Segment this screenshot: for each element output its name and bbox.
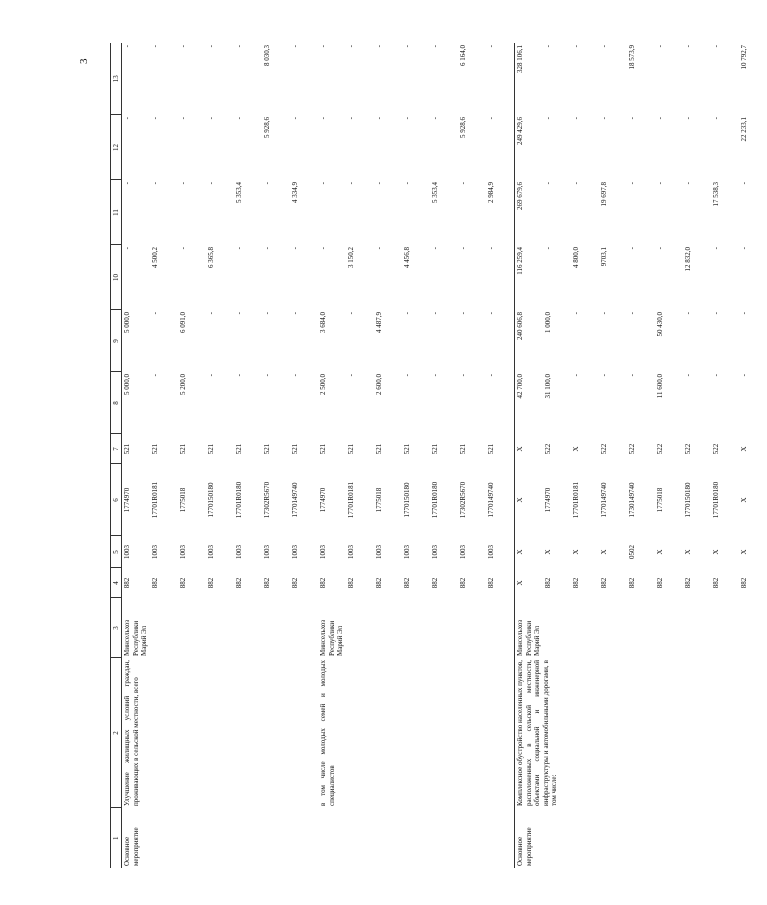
col-4-grbs-cell: 882 xyxy=(572,577,581,589)
col-8-value-cell: 2 600,0 xyxy=(375,374,384,395)
col-8-value-cell: - xyxy=(740,374,749,377)
col-10-value-cell: 116 259,4 xyxy=(515,245,544,310)
col-11-value-cell: 17 538,3 xyxy=(712,182,721,207)
col-13-value-cell: 8 030,3 xyxy=(263,45,272,66)
col-11-value-cell: - xyxy=(628,182,637,185)
col-10-value-cell: 12 832,0 xyxy=(684,247,693,272)
col-7-expense-type-cell: 522 xyxy=(684,443,693,455)
col-8-value-cell: - xyxy=(431,374,440,377)
col-12-value-cell: - xyxy=(347,117,356,120)
col-7-expense-type-cell: 522 xyxy=(544,443,553,455)
col-6-target-article-cell: 1774970 xyxy=(122,464,151,536)
col-12-value-cell: - xyxy=(179,117,188,120)
col-10-value-cell: - xyxy=(544,247,553,250)
col-11-value-cell: - xyxy=(403,182,412,185)
col-12-value-cell: 5 928,6 xyxy=(263,117,272,138)
col-8-value-cell: - xyxy=(151,374,160,377)
col-9-value-cell: - xyxy=(347,312,356,315)
col-9-value-cell: 50 430,0 xyxy=(656,312,665,337)
col-7-expense-type-cell: 522 xyxy=(600,443,609,455)
col-7-expense-type-cell: 521 xyxy=(431,443,440,455)
column-header: 13 xyxy=(111,43,122,115)
col-10-value-cell: 9703,1 xyxy=(600,247,609,267)
col-12-value-cell: - xyxy=(628,117,637,120)
col-7-expense-type-cell: Х xyxy=(572,446,581,452)
column-header: 2 xyxy=(111,658,122,808)
col-5-section-cell: 1003 xyxy=(375,545,384,559)
col-6-target-article-cell: 1770149740 xyxy=(487,482,496,518)
col-7-expense-type-cell: 521 xyxy=(291,443,300,455)
col-7-expense-type-cell: 521 xyxy=(375,443,384,455)
col-6-target-article-cell: 17701R0181 xyxy=(572,481,581,519)
col-5-section-cell: 1003 xyxy=(122,536,151,568)
table-header xyxy=(111,43,122,868)
column-header: 11 xyxy=(111,180,122,245)
col-4-grbs-cell: 882 xyxy=(740,577,749,589)
col-9-value-cell: - xyxy=(712,312,721,315)
col-13-value-cell: 6 164,0 xyxy=(459,45,468,66)
col-10-value-cell: - xyxy=(740,247,749,250)
col-9-value-cell: - xyxy=(151,312,160,315)
col-12-value-cell: - xyxy=(544,117,553,120)
executor-cell: Минсельхоз Республики Марий Эл xyxy=(319,619,345,656)
col-10-value-cell: - xyxy=(656,247,665,250)
col-11-value-cell: - xyxy=(375,182,384,185)
col-4-grbs-cell: 882 xyxy=(122,568,151,598)
col-5-section-cell: 1003 xyxy=(263,545,272,559)
col-4-grbs-cell: 882 xyxy=(403,577,412,589)
col-13-value-cell: - xyxy=(319,45,328,48)
col-6-target-article-cell: 1775018 xyxy=(656,487,665,513)
measure-type-cell: Основное мероприятие xyxy=(122,808,319,868)
column-header: 4 xyxy=(111,568,122,598)
col-13-value-cell: 328 106,1 xyxy=(515,43,544,115)
col-4-grbs-cell: 882 xyxy=(431,577,440,589)
col-5-section-cell: Х xyxy=(515,536,544,568)
col-5-section-cell: 1003 xyxy=(487,545,496,559)
col-10-value-cell: - xyxy=(235,247,244,250)
col-12-value-cell: - xyxy=(151,117,160,120)
col-11-value-cell: 5 353,4 xyxy=(235,182,244,203)
col-6-target-article-cell: 17701R0180 xyxy=(431,481,440,519)
col-8-value-cell: - xyxy=(263,374,272,377)
col-4-grbs-cell: 882 xyxy=(487,577,496,589)
executor-cell: Минсельхоз Республики Марий Эл xyxy=(515,598,767,658)
col-9-value-cell: - xyxy=(403,312,412,315)
col-4-grbs-cell: 882 xyxy=(712,577,721,589)
program-funding-table xyxy=(110,43,767,868)
col-9-value-cell: - xyxy=(291,312,300,315)
col-4-grbs-cell: 882 xyxy=(544,577,553,589)
col-12-value-cell: - xyxy=(656,117,665,120)
page-number: 3 xyxy=(78,58,90,64)
col-6-target-article-cell: Х xyxy=(740,497,749,503)
col-4-grbs-cell: 882 xyxy=(600,577,609,589)
col-13-value-cell: - xyxy=(179,45,188,48)
col-11-value-cell: 2 984,9 xyxy=(487,182,496,203)
col-11-value-cell: - xyxy=(151,182,160,185)
col-5-section-cell: 1003 xyxy=(291,545,300,559)
column-header: 10 xyxy=(111,245,122,310)
col-9-value-cell: 1 000,0 xyxy=(544,312,553,333)
col-11-value-cell: - xyxy=(572,182,581,185)
col-13-value-cell: - xyxy=(656,45,665,48)
col-6-target-article-cell: 17701R0180 xyxy=(235,481,244,519)
col-6-target-article-cell: 1770149740 xyxy=(291,482,300,518)
col-13-value-cell: - xyxy=(207,45,216,48)
col-4-grbs-cell: 882 xyxy=(459,577,468,589)
col-9-value-cell: - xyxy=(740,312,749,315)
measure-type-cell xyxy=(318,808,515,868)
col-6-target-article-cell: 1730149740 xyxy=(628,482,637,518)
col-4-grbs-cell: 882 xyxy=(207,577,216,589)
col-10-value-cell: - xyxy=(179,247,188,250)
col-8-value-cell: - xyxy=(235,374,244,377)
col-10-value-cell: 6 365,8 xyxy=(207,247,216,268)
col-9-value-cell: - xyxy=(628,312,637,315)
col-8-value-cell: - xyxy=(487,374,496,377)
col-10-value-cell: 4 456,8 xyxy=(403,247,412,268)
col-6-target-article-cell: 17701R0181 xyxy=(151,481,160,519)
col-9-value-cell: 6 091,0 xyxy=(179,312,188,333)
col-9-value-cell: 5 000,0 xyxy=(122,310,151,372)
col-6-target-article-cell: 1770150180 xyxy=(207,482,216,518)
col-12-value-cell: - xyxy=(207,117,216,120)
col-5-section-cell: Х xyxy=(572,549,581,555)
col-9-value-cell: - xyxy=(684,312,693,315)
col-7-expense-type-cell: 522 xyxy=(628,443,637,455)
col-8-value-cell: - xyxy=(207,374,216,377)
col-12-value-cell: - xyxy=(572,117,581,120)
col-5-section-cell: 1003 xyxy=(235,545,244,559)
col-12-value-cell: - xyxy=(684,117,693,120)
col-13-value-cell: - xyxy=(291,45,300,48)
col-4-grbs-cell: 882 xyxy=(291,577,300,589)
col-4-grbs-cell: 882 xyxy=(347,577,356,589)
col-13-value-cell: - xyxy=(600,45,609,48)
col-12-value-cell: - xyxy=(712,117,721,120)
measure-name-cell: в том числе молодых семей и молодых специалистов xyxy=(319,660,336,806)
column-header: 6 xyxy=(111,464,122,536)
col-8-value-cell: - xyxy=(572,374,581,377)
col-12-value-cell: - xyxy=(375,117,384,120)
col-4-grbs-cell: 882 xyxy=(235,577,244,589)
col-10-value-cell: 3 150,2 xyxy=(347,247,356,268)
col-7-expense-type-cell: 521 xyxy=(347,443,356,455)
col-4-grbs-cell: 882 xyxy=(628,577,637,589)
col-6-target-article-cell: 1770150180 xyxy=(684,482,693,518)
col-8-value-cell: 5 000,0 xyxy=(122,372,151,434)
col-10-value-cell: 4 800,0 xyxy=(572,247,581,268)
col-7-expense-type-cell: 521 xyxy=(459,443,468,455)
col-6-target-article-cell: Х xyxy=(515,464,544,536)
col-4-grbs-cell: 882 xyxy=(684,577,693,589)
column-header: 5 xyxy=(111,536,122,568)
col-10-value-cell: - xyxy=(459,247,468,250)
col-12-value-cell: - xyxy=(235,117,244,120)
col-9-value-cell: - xyxy=(431,312,440,315)
col-7-expense-type-cell: 521 xyxy=(207,443,216,455)
col-5-section-cell: 1003 xyxy=(431,545,440,559)
col-10-value-cell: - xyxy=(122,245,151,310)
col-13-value-cell: - xyxy=(122,43,151,115)
col-13-value-cell: - xyxy=(684,45,693,48)
col-13-value-cell: - xyxy=(235,45,244,48)
col-9-value-cell: - xyxy=(235,312,244,315)
col-12-value-cell: - xyxy=(319,117,328,120)
col-5-section-cell: 0502 xyxy=(628,545,637,559)
col-7-expense-type-cell: Х xyxy=(740,446,749,452)
col-11-value-cell: - xyxy=(122,180,151,245)
col-13-value-cell: 18 573,9 xyxy=(628,45,637,70)
col-8-value-cell: - xyxy=(600,374,609,377)
col-4-grbs-cell: Х xyxy=(515,568,544,598)
col-5-section-cell: 1003 xyxy=(151,545,160,559)
column-header: 1 xyxy=(111,808,122,868)
col-12-value-cell: - xyxy=(487,117,496,120)
col-6-target-article-cell: 17302R5670 xyxy=(263,481,272,519)
col-4-grbs-cell: 882 xyxy=(263,577,272,589)
table-body xyxy=(122,43,767,868)
col-5-section-cell: 1003 xyxy=(347,545,356,559)
col-11-value-cell: - xyxy=(544,182,553,185)
col-5-section-cell: 1003 xyxy=(459,545,468,559)
col-13-value-cell: - xyxy=(712,45,721,48)
col-11-value-cell: - xyxy=(319,182,328,185)
col-9-value-cell: - xyxy=(600,312,609,315)
col-7-expense-type-cell: 521 xyxy=(263,443,272,455)
col-6-target-article-cell: 1774970 xyxy=(319,487,328,513)
col-13-value-cell: 10 792,7 xyxy=(740,45,749,70)
col-4-grbs-cell: 882 xyxy=(319,577,328,589)
col-11-value-cell: - xyxy=(207,182,216,185)
col-11-value-cell: - xyxy=(740,182,749,185)
col-4-grbs-cell: 882 xyxy=(151,577,160,589)
col-6-target-article-cell: 1770149740 xyxy=(600,482,609,518)
col-12-value-cell: - xyxy=(600,117,609,120)
col-9-value-cell: 240 606,8 xyxy=(515,310,544,372)
col-7-expense-type-cell: 521 xyxy=(319,443,328,455)
col-8-value-cell: 11 600,0 xyxy=(656,374,665,399)
executor-cell: Минсельхоз Республики Марий Эл xyxy=(122,598,319,658)
col-13-value-cell: - xyxy=(572,45,581,48)
col-13-value-cell: - xyxy=(151,45,160,48)
col-4-grbs-cell: 882 xyxy=(656,577,665,589)
col-5-section-cell: 1003 xyxy=(207,545,216,559)
col-8-value-cell: - xyxy=(291,374,300,377)
col-11-value-cell: 4 334,9 xyxy=(291,182,300,203)
col-11-value-cell: - xyxy=(179,182,188,185)
col-7-expense-type-cell: 522 xyxy=(656,443,665,455)
col-13-value-cell: - xyxy=(487,45,496,48)
col-7-expense-type-cell: 521 xyxy=(235,443,244,455)
col-6-target-article-cell: 17701R0180 xyxy=(712,481,721,519)
col-5-section-cell: 1003 xyxy=(403,545,412,559)
col-11-value-cell: - xyxy=(263,182,272,185)
col-5-section-cell: Х xyxy=(656,549,665,555)
col-7-expense-type-cell: 521 xyxy=(179,443,188,455)
col-6-target-article-cell: 1770150180 xyxy=(403,482,412,518)
col-6-target-article-cell: 1774970 xyxy=(544,487,553,513)
col-8-value-cell: - xyxy=(347,374,356,377)
col-8-value-cell: - xyxy=(459,374,468,377)
col-12-value-cell: - xyxy=(291,117,300,120)
col-8-value-cell: - xyxy=(403,374,412,377)
col-10-value-cell: - xyxy=(431,247,440,250)
column-header: 9 xyxy=(111,310,122,372)
col-6-target-article-cell: 17701R0181 xyxy=(347,481,356,519)
col-9-value-cell: - xyxy=(263,312,272,315)
col-7-expense-type-cell: 521 xyxy=(122,434,151,464)
col-12-value-cell: 249 429,6 xyxy=(515,115,544,180)
col-12-value-cell: - xyxy=(431,117,440,120)
col-5-section-cell: Х xyxy=(544,549,553,555)
col-7-expense-type-cell: 521 xyxy=(403,443,412,455)
col-7-expense-type-cell: 522 xyxy=(712,443,721,455)
col-11-value-cell: 269 679,6 xyxy=(515,180,544,245)
col-8-value-cell: 5 200,0 xyxy=(179,374,188,395)
col-9-value-cell: 3 684,0 xyxy=(319,312,328,333)
column-header: 7 xyxy=(111,434,122,464)
col-7-expense-type-cell: 521 xyxy=(487,443,496,455)
col-11-value-cell: 5 353,4 xyxy=(431,182,440,203)
col-12-value-cell: - xyxy=(403,117,412,120)
col-10-value-cell: - xyxy=(263,247,272,250)
col-10-value-cell: - xyxy=(375,247,384,250)
col-9-value-cell: - xyxy=(459,312,468,315)
col-9-value-cell: - xyxy=(572,312,581,315)
column-header: 12 xyxy=(111,115,122,180)
col-10-value-cell: - xyxy=(319,247,328,250)
measure-type-cell: Основное мероприятие xyxy=(515,808,767,868)
col-5-section-cell: Х xyxy=(740,549,749,555)
col-6-target-article-cell: 17302R5670 xyxy=(459,481,468,519)
col-11-value-cell: - xyxy=(656,182,665,185)
col-9-value-cell: - xyxy=(207,312,216,315)
col-13-value-cell: - xyxy=(347,45,356,48)
col-5-section-cell: 1003 xyxy=(319,545,328,559)
table-row xyxy=(318,43,346,868)
col-11-value-cell: - xyxy=(347,182,356,185)
col-11-value-cell: 19 697,8 xyxy=(600,182,609,207)
table-row xyxy=(515,43,544,868)
col-13-value-cell: - xyxy=(431,45,440,48)
col-8-value-cell: - xyxy=(684,374,693,377)
col-9-value-cell: - xyxy=(487,312,496,315)
col-10-value-cell: - xyxy=(712,247,721,250)
col-13-value-cell: - xyxy=(544,45,553,48)
col-12-value-cell: 5 928,6 xyxy=(459,117,468,138)
col-7-expense-type-cell: Х xyxy=(515,434,544,464)
col-8-value-cell: - xyxy=(712,374,721,377)
table-row xyxy=(122,43,151,868)
col-10-value-cell: - xyxy=(487,247,496,250)
rotated-table-container xyxy=(110,43,749,868)
col-8-value-cell: 42 700,0 xyxy=(515,372,544,434)
col-5-section-cell: Х xyxy=(600,549,609,555)
col-13-value-cell: - xyxy=(403,45,412,48)
col-10-value-cell: 4 500,2 xyxy=(151,247,160,268)
col-6-target-article-cell: 1775018 xyxy=(375,487,384,513)
col-5-section-cell: 1003 xyxy=(179,545,188,559)
col-5-section-cell: Х xyxy=(684,549,693,555)
col-7-expense-type-cell: 521 xyxy=(151,443,160,455)
measure-name-cell: Улучшение жилищных условий граждан, проживающих в сельской местности, всего xyxy=(122,658,319,808)
col-4-grbs-cell: 882 xyxy=(179,577,188,589)
col-13-value-cell: - xyxy=(375,45,384,48)
measure-name-cell: Комплексное обустройство населенных пунктов, расположенных в сельской местности, объектами социальной и инженерной инфраструктуры и автомобильными дорогами, в том числе: xyxy=(515,658,767,808)
col-12-value-cell: - xyxy=(122,115,151,180)
column-header: 3 xyxy=(111,598,122,658)
col-12-value-cell: 22 233,1 xyxy=(740,117,749,142)
column-number-row xyxy=(111,43,122,868)
col-11-value-cell: - xyxy=(459,182,468,185)
col-5-section-cell: Х xyxy=(712,549,721,555)
col-10-value-cell: - xyxy=(291,247,300,250)
col-9-value-cell: 4 487,9 xyxy=(375,312,384,333)
col-4-grbs-cell: 882 xyxy=(375,577,384,589)
col-10-value-cell: - xyxy=(628,247,637,250)
col-8-value-cell: - xyxy=(628,374,637,377)
column-header: 8 xyxy=(111,372,122,434)
col-8-value-cell: 31 100,0 xyxy=(544,374,553,399)
col-8-value-cell: 2 500,0 xyxy=(319,374,328,395)
col-11-value-cell: - xyxy=(684,182,693,185)
col-6-target-article-cell: 1775018 xyxy=(179,487,188,513)
